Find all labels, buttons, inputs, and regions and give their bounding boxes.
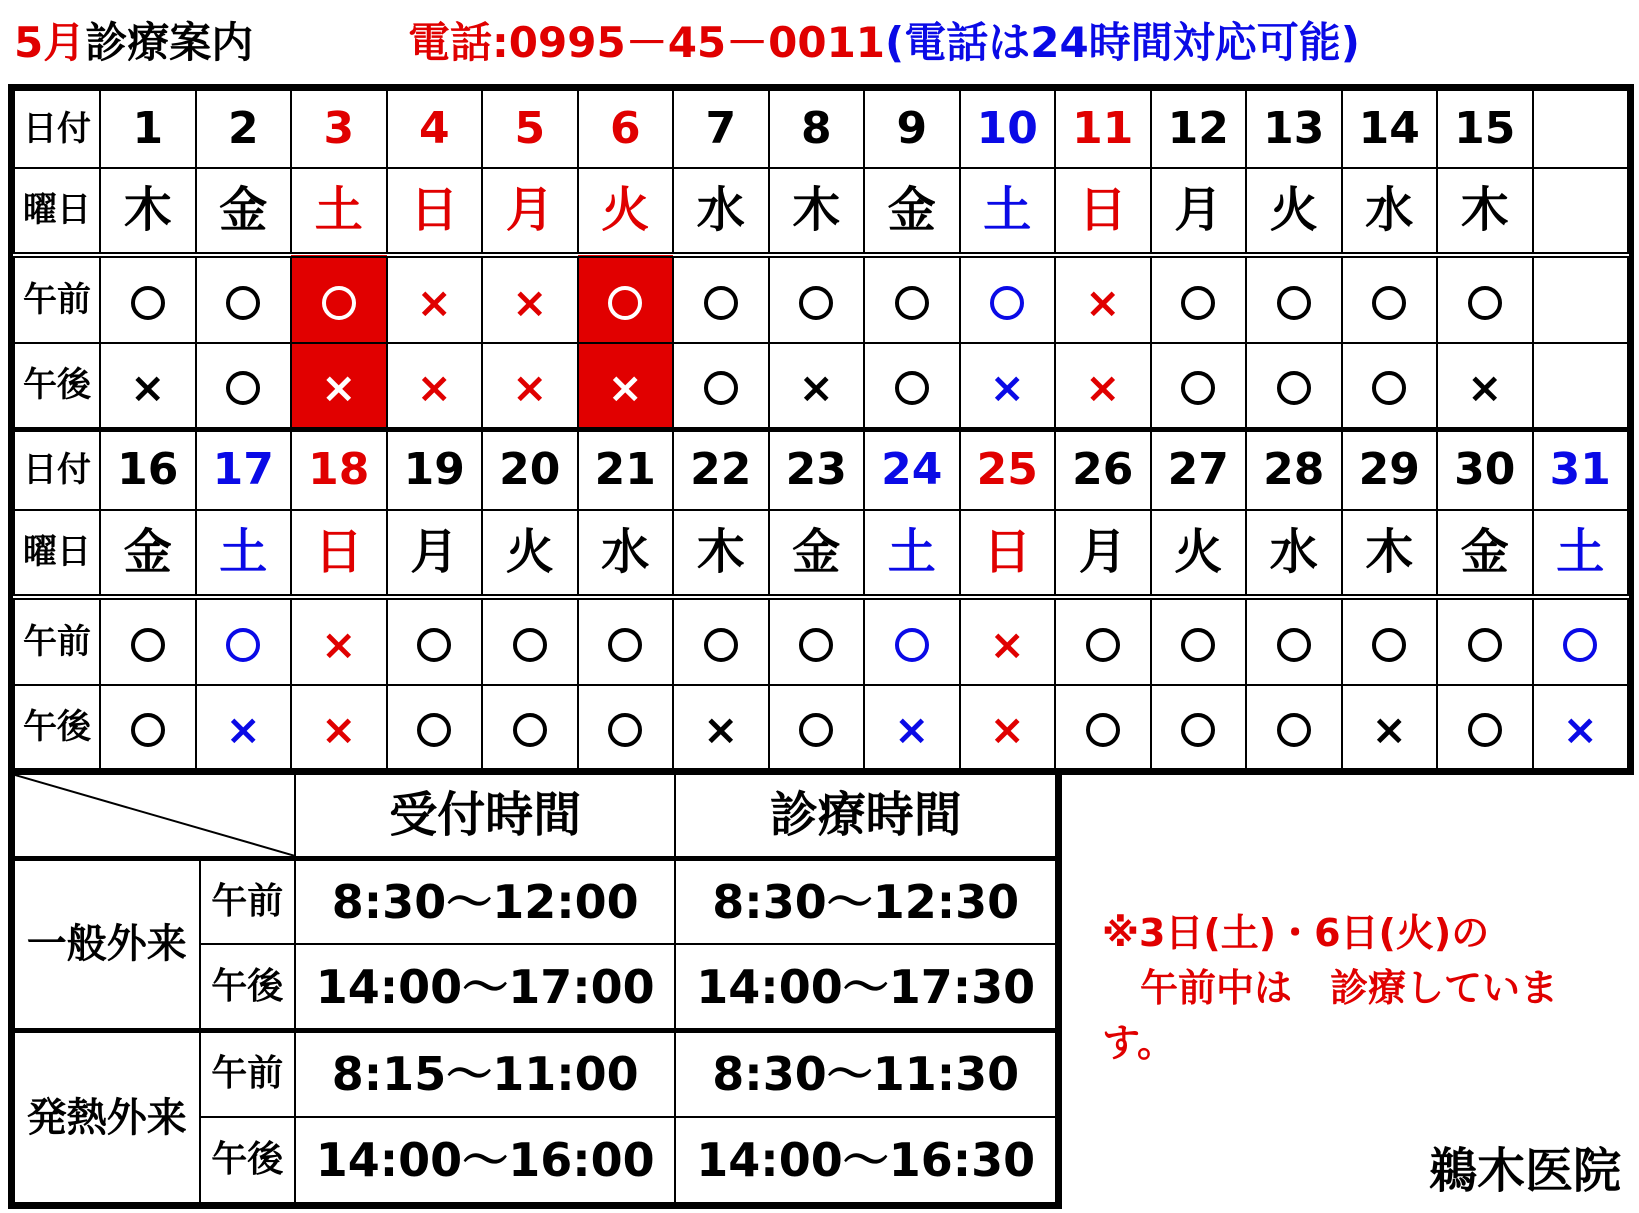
corner-cell	[14, 774, 295, 858]
date-cell: 15	[1437, 90, 1533, 168]
cross-icon: ×	[1085, 277, 1121, 327]
circle-icon	[990, 286, 1024, 320]
notice-line: ※3日(土)・6日(火)の	[1102, 911, 1490, 955]
circle-icon	[1468, 286, 1502, 320]
weekday-cell: 土	[291, 168, 387, 256]
date-cell: 13	[1246, 90, 1342, 168]
notice-line: 午前中は 診療していま	[1102, 966, 1559, 1011]
pm-row	[14, 343, 1628, 430]
am-status-cell	[1533, 597, 1629, 685]
am-status-cell	[1342, 597, 1438, 685]
circle-icon	[1372, 628, 1406, 662]
cross-icon: ×	[1085, 363, 1121, 413]
pm-status-cell	[960, 343, 1056, 430]
weekday-cell: 金	[1437, 510, 1533, 598]
am-status-cell	[196, 255, 292, 343]
circle-icon	[799, 628, 833, 662]
cross-icon: ×	[989, 704, 1025, 754]
pm-status-cell	[482, 343, 578, 430]
date-cell: 30	[1437, 429, 1533, 509]
circle-icon	[131, 713, 165, 747]
circle-icon	[1468, 628, 1502, 662]
am-status-cell	[1437, 597, 1533, 685]
pm-status-cell	[1533, 343, 1629, 430]
pm-status-cell	[769, 343, 865, 430]
circle-icon	[1468, 713, 1502, 747]
circle-icon	[799, 713, 833, 747]
date-cell: 7	[673, 90, 769, 168]
cross-icon: ×	[1467, 363, 1503, 413]
circle-icon	[895, 286, 929, 320]
am-row	[14, 597, 1628, 685]
pm-status-cell	[1437, 343, 1533, 430]
am-status-cell	[291, 597, 387, 685]
cross-icon: ×	[321, 704, 357, 754]
am-status-cell	[864, 255, 960, 343]
am-status-cell	[387, 255, 483, 343]
date-cell: 27	[1151, 429, 1247, 509]
pm-status-cell	[100, 685, 196, 769]
pm-status-cell	[1342, 343, 1438, 430]
date-cell: 26	[1055, 429, 1151, 509]
row-label: 曜日	[14, 168, 100, 256]
reception-header: 受付時間	[295, 774, 676, 858]
pm-status-cell	[482, 685, 578, 769]
am-status-cell	[387, 597, 483, 685]
pm-status-cell	[1246, 343, 1342, 430]
hours-grid	[13, 773, 1057, 1204]
pm-status-cell	[387, 685, 483, 769]
pm-status-cell	[1055, 685, 1151, 769]
pm-status-cell	[100, 343, 196, 430]
cross-icon: ×	[1562, 704, 1598, 754]
treatment-time: 8:30～12:30	[675, 858, 1056, 944]
row-label: 午前	[14, 597, 100, 685]
am-status-cell	[1055, 597, 1151, 685]
date-row	[14, 90, 1628, 168]
pm-status-cell	[769, 685, 865, 769]
circle-icon	[1181, 628, 1215, 662]
calendar-grid	[13, 89, 1629, 770]
am-status-cell	[960, 255, 1056, 343]
month-label: 5月	[14, 18, 86, 67]
weekday-cell: 月	[482, 168, 578, 256]
am-status-cell	[960, 597, 1056, 685]
row-label: 午前	[14, 255, 100, 343]
pm-status-cell	[578, 343, 674, 430]
pm-status-cell	[387, 343, 483, 430]
weekday-cell: 月	[387, 510, 483, 598]
am-status-cell	[1246, 597, 1342, 685]
cross-icon: ×	[512, 277, 548, 327]
circle-icon	[608, 628, 642, 662]
treatment-time: 14:00～17:30	[675, 944, 1056, 1030]
circle-icon	[608, 713, 642, 747]
pm-status-cell	[673, 685, 769, 769]
row-label: 日付	[14, 90, 100, 168]
date-cell: 20	[482, 429, 578, 509]
am-status-cell	[196, 597, 292, 685]
circle-icon	[704, 628, 738, 662]
circle-icon	[1372, 286, 1406, 320]
circle-icon	[704, 286, 738, 320]
date-cell: 11	[1055, 90, 1151, 168]
weekday-cell: 水	[1246, 510, 1342, 598]
page-title	[14, 10, 253, 70]
cross-icon: ×	[130, 363, 166, 413]
row-label: 曜日	[14, 510, 100, 598]
notice-line: す。	[1102, 1021, 1175, 1066]
pm-status-cell	[196, 343, 292, 430]
row-label: 日付	[14, 429, 100, 509]
am-status-cell	[578, 597, 674, 685]
cross-icon: ×	[321, 363, 357, 413]
circle-icon	[608, 286, 642, 320]
weekday-cell: 木	[769, 168, 865, 256]
reception-time: 14:00～17:00	[295, 944, 676, 1030]
circle-icon	[1086, 628, 1120, 662]
circle-icon	[322, 286, 356, 320]
circle-icon	[895, 371, 929, 405]
reception-time: 8:30～12:00	[295, 858, 676, 944]
cross-icon: ×	[1371, 704, 1407, 754]
circle-icon	[1181, 713, 1215, 747]
circle-icon	[1372, 371, 1406, 405]
am-status-cell	[578, 255, 674, 343]
circle-icon	[799, 286, 833, 320]
title-label: 診療案内	[85, 18, 254, 67]
am-status-cell	[769, 597, 865, 685]
am-row	[14, 255, 1628, 343]
am-status-cell	[1151, 597, 1247, 685]
weekday-cell: 木	[1342, 510, 1438, 598]
date-cell: 14	[1342, 90, 1438, 168]
date-cell: 23	[769, 429, 865, 509]
pm-status-cell	[196, 685, 292, 769]
am-status-cell	[864, 597, 960, 685]
weekday-cell: 金	[769, 510, 865, 598]
weekday-cell: 水	[673, 168, 769, 256]
date-cell: 16	[100, 429, 196, 509]
cross-icon: ×	[512, 363, 548, 413]
circle-icon	[1277, 628, 1311, 662]
circle-icon	[417, 628, 451, 662]
am-status-cell	[100, 597, 196, 685]
pm-status-cell	[1055, 343, 1151, 430]
weekday-cell: 水	[1342, 168, 1438, 256]
weekday-cell: 水	[578, 510, 674, 598]
cross-icon: ×	[321, 619, 357, 669]
weekday-row	[14, 168, 1628, 256]
weekday-cell: 木	[1437, 168, 1533, 256]
circle-icon	[1181, 371, 1215, 405]
weekday-cell: 木	[100, 168, 196, 256]
cross-icon: ×	[416, 363, 452, 413]
weekday-cell: 火	[1151, 510, 1247, 598]
period-label: 午後	[200, 944, 295, 1030]
circle-icon	[226, 371, 260, 405]
reception-time: 14:00～16:00	[295, 1117, 676, 1203]
date-cell: 29	[1342, 429, 1438, 509]
weekday-cell: 木	[673, 510, 769, 598]
weekday-cell: 日	[387, 168, 483, 256]
date-cell: 17	[196, 429, 292, 509]
pm-status-cell	[291, 685, 387, 769]
date-cell: 12	[1151, 90, 1247, 168]
cross-icon: ×	[607, 363, 643, 413]
calendar-table	[8, 84, 1634, 775]
weekday-cell: 土	[864, 510, 960, 598]
cross-icon: ×	[798, 363, 834, 413]
date-cell: 3	[291, 90, 387, 168]
cross-icon: ×	[225, 704, 261, 754]
date-cell: 4	[387, 90, 483, 168]
cross-icon: ×	[989, 363, 1025, 413]
am-status-cell	[769, 255, 865, 343]
weekday-cell	[1533, 168, 1629, 256]
circle-icon	[417, 713, 451, 747]
header	[10, 4, 1619, 74]
date-cell: 9	[864, 90, 960, 168]
weekday-cell: 日	[1055, 168, 1151, 256]
weekday-cell: 金	[196, 168, 292, 256]
am-status-cell	[673, 255, 769, 343]
category-fever: 発熱外来	[14, 1031, 200, 1203]
am-status-cell	[1533, 255, 1629, 343]
am-status-cell	[482, 597, 578, 685]
am-status-cell	[482, 255, 578, 343]
pm-status-cell	[1342, 685, 1438, 769]
cross-icon: ×	[416, 277, 452, 327]
pm-status-cell	[1437, 685, 1533, 769]
date-cell: 8	[769, 90, 865, 168]
date-cell: 24	[864, 429, 960, 509]
circle-icon	[704, 371, 738, 405]
am-status-cell	[1246, 255, 1342, 343]
circle-icon	[226, 286, 260, 320]
circle-icon	[1086, 713, 1120, 747]
am-status-cell	[1342, 255, 1438, 343]
treatment-time: 14:00～16:30	[675, 1117, 1056, 1203]
am-status-cell	[1055, 255, 1151, 343]
circle-icon	[513, 628, 547, 662]
cross-icon: ×	[703, 704, 739, 754]
circle-icon	[1277, 371, 1311, 405]
clinic-name: 鵜木医院	[1428, 1143, 1621, 1199]
circle-icon	[131, 628, 165, 662]
am-status-cell	[291, 255, 387, 343]
weekday-cell: 月	[1151, 168, 1247, 256]
weekday-row	[14, 510, 1628, 598]
date-cell: 31	[1533, 429, 1629, 509]
weekday-cell: 土	[1533, 510, 1629, 598]
date-cell: 28	[1246, 429, 1342, 509]
category-general: 一般外来	[14, 858, 200, 1030]
date-cell: 25	[960, 429, 1056, 509]
date-cell: 6	[578, 90, 674, 168]
cross-icon: ×	[989, 619, 1025, 669]
pm-status-cell	[960, 685, 1056, 769]
row-label: 午後	[14, 685, 100, 769]
circle-icon	[895, 628, 929, 662]
circle-icon	[131, 286, 165, 320]
date-cell: 22	[673, 429, 769, 509]
phone-number[interactable]: 電話:0995－45－0011	[408, 18, 886, 67]
weekday-cell: 火	[578, 168, 674, 256]
pm-status-cell	[1151, 685, 1247, 769]
circle-icon	[1277, 286, 1311, 320]
weekday-cell: 火	[482, 510, 578, 598]
period-label: 午後	[200, 1117, 295, 1203]
date-cell	[1533, 90, 1629, 168]
date-cell: 21	[578, 429, 674, 509]
weekday-cell: 土	[196, 510, 292, 598]
weekday-cell: 金	[100, 510, 196, 598]
period-label: 午前	[200, 1031, 295, 1117]
weekday-cell: 金	[864, 168, 960, 256]
period-label: 午前	[200, 858, 295, 944]
am-status-cell	[1151, 255, 1247, 343]
reception-time: 8:15～11:00	[295, 1031, 676, 1117]
hours-table	[8, 773, 1062, 1209]
am-status-cell	[100, 255, 196, 343]
pm-status-cell	[578, 685, 674, 769]
pm-status-cell	[864, 343, 960, 430]
date-cell: 5	[482, 90, 578, 168]
pm-status-cell	[864, 685, 960, 769]
weekday-cell: 月	[1055, 510, 1151, 598]
circle-icon	[1563, 628, 1597, 662]
am-status-cell	[673, 597, 769, 685]
date-cell: 19	[387, 429, 483, 509]
circle-icon	[226, 628, 260, 662]
pm-status-cell	[1533, 685, 1629, 769]
phone-info	[408, 10, 1360, 70]
treatment-time: 8:30～11:30	[675, 1031, 1056, 1117]
pm-status-cell	[673, 343, 769, 430]
date-cell: 1	[100, 90, 196, 168]
date-cell: 18	[291, 429, 387, 509]
weekday-cell: 火	[1246, 168, 1342, 256]
circle-icon	[1277, 713, 1311, 747]
weekday-cell: 日	[291, 510, 387, 598]
date-row	[14, 429, 1628, 509]
date-cell: 2	[196, 90, 292, 168]
phone-note: (電話は24時間対応可能)	[885, 18, 1360, 67]
date-cell: 10	[960, 90, 1056, 168]
treatment-header: 診療時間	[675, 774, 1056, 858]
pm-status-cell	[1246, 685, 1342, 769]
pm-status-cell	[291, 343, 387, 430]
row-label: 午後	[14, 343, 100, 430]
circle-icon	[1181, 286, 1215, 320]
cross-icon: ×	[894, 704, 930, 754]
weekday-cell: 土	[960, 168, 1056, 256]
circle-icon	[513, 713, 547, 747]
am-status-cell	[1437, 255, 1533, 343]
pm-status-cell	[1151, 343, 1247, 430]
pm-row	[14, 685, 1628, 769]
notice-text	[1102, 906, 1622, 1071]
weekday-cell: 日	[960, 510, 1056, 598]
